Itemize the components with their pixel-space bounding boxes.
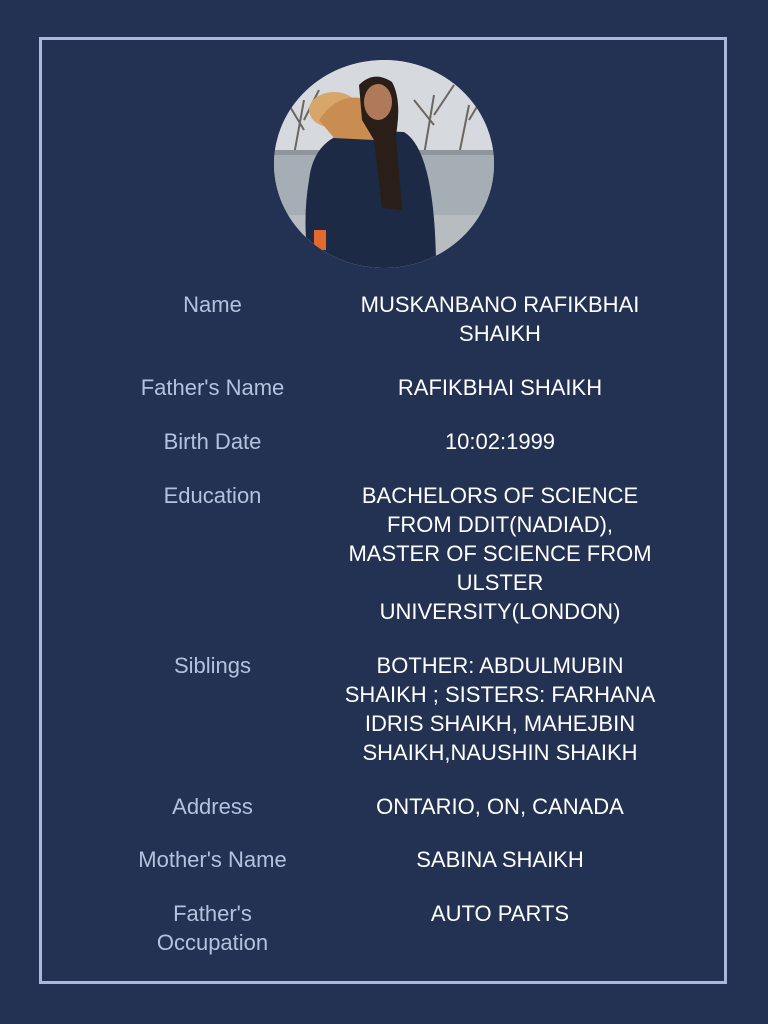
mothers-name-label: Mother's Name [138,847,287,872]
row-address [100,792,680,821]
birth-date-label: Birth Date [163,429,262,454]
siblings-value: BOTHER: ABDULMUBIN SHAIKH ; SISTERS: FARHANA IDRIS SHAIKH, MAHEJBIN SHAIKH,NAUSHIN SHAIKH [344,653,656,765]
fathers-occupation-value: AUTO PARTS [430,901,570,926]
education-label: Education [163,483,262,508]
profile-photo-image [274,60,494,268]
address-value: ONTARIO, ON, CANADA [376,794,624,819]
fathers-occupation-label: Father's Occupation [156,901,269,955]
row-siblings [100,651,680,767]
siblings-label: Siblings [173,653,252,678]
profile-photo [274,60,494,268]
name-label: Name [183,292,242,317]
fathers-name-label: Father's Name [140,375,285,400]
mothers-name-value: SABINA SHAIKH [416,847,584,872]
row-fathers-occupation [100,899,680,957]
birth-date-value: 10:02:1999 [444,429,556,454]
row-birth-date [100,427,680,456]
row-name [100,290,680,348]
row-mothers-name [100,845,680,874]
row-education [100,481,680,626]
address-label: Address [172,794,253,819]
fathers-name-value: RAFIKBHAI SHAIKH [397,375,603,400]
row-fathers-name [100,373,680,402]
name-value: MUSKANBANO RAFIKBHAI SHAIKH [360,292,640,346]
education-value: BACHELORS OF SCIENCE FROM DDIT(NADIAD), MASTER OF SCIENCE FROM ULSTER UNIVERSITY(LONDON) [348,483,652,624]
